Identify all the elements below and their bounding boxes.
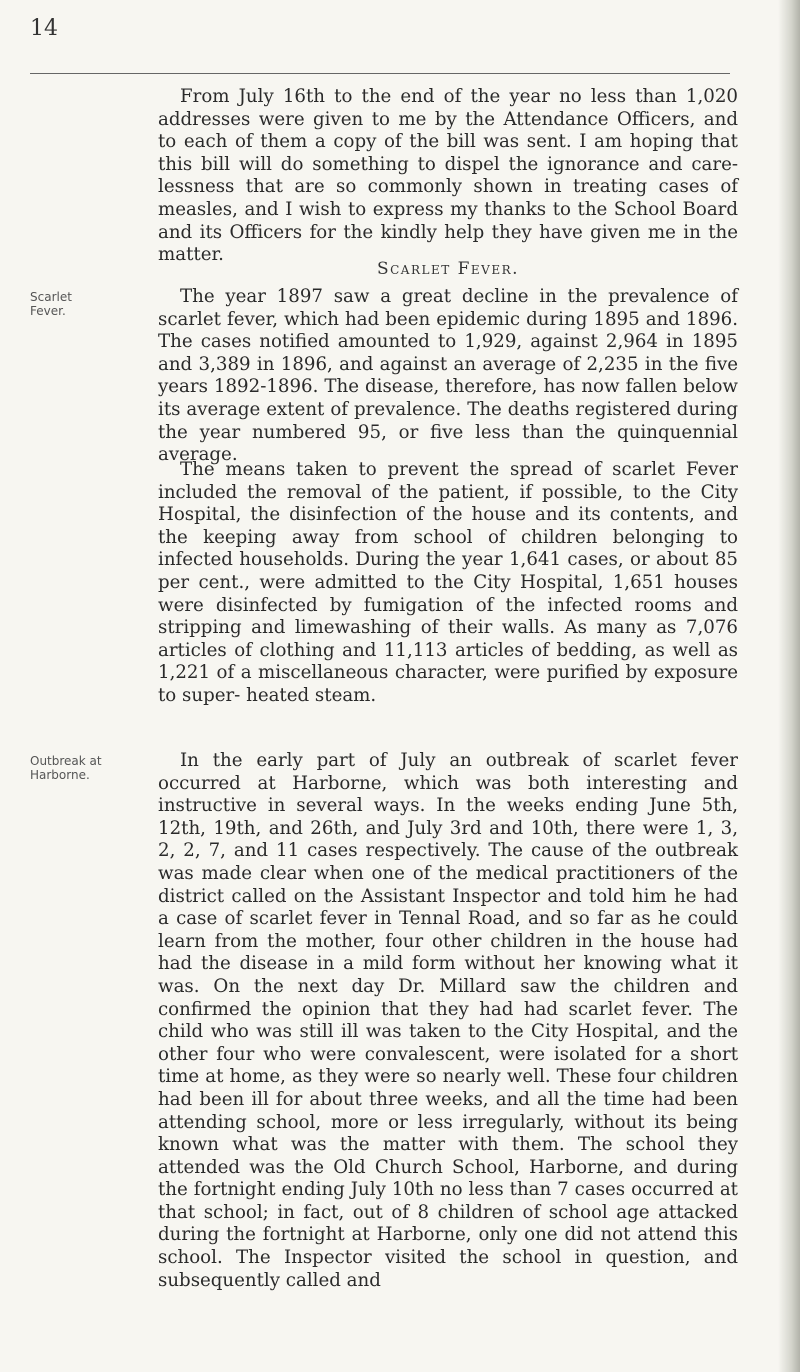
paragraph-text: The year 1897 saw a great decline in the prevalence of scarlet fever, which had been epidemic during 1895 and 1896. The cases notified amounted to 1,929, against 2,964 in 1895 and 3,389 in 1896, and against an average of 2,235 in the five years 1892-1896. The disease, therefore, has now fallen below its average extent of prevalence. The deaths registered during the year numbered 95, or five less than the quinquennial average. [158,286,738,466]
section-heading-scarlet-fever: Scarlet Fever. [376,259,520,279]
margin-note-scarlet-fever: Scarlet Fever. [30,290,72,318]
margin-note-outbreak-harborne [30,754,110,782]
margin-note-line: Harborne. [30,768,90,782]
page-number: 14 [30,16,58,41]
paragraph-prevention-measures [158,459,738,708]
paragraph-text: The means taken to prevent the spread of scarlet Fever included the removal of the patient, if possible, to the City Hospital, the disinfection of the house and its contents, and the keeping away from school of children belonging to infected households. During the year 1,641 cases, or about 85 per cent., were admitted to the City Hospital, 1,651 houses were disinfected by fumigation of the infected rooms and stripping and limewashing of their walls. As many as 7,076 articles of clothing and 11,113 articles of bedding, as well as 1,221 of a miscellaneous character, were purified by exposure to super- heated steam. [158,459,738,706]
paragraph-harborne-outbreak [158,750,738,1292]
header-rule [30,73,730,74]
paragraph-measles-bill [158,86,738,267]
paragraph-scarlet-decline [158,286,738,467]
page-edge-shadow [778,0,800,1372]
margin-note-line: Outbreak at [30,754,102,768]
paragraph-text: From July 16th to the end of the year no less than 1,020 addresses were given to me by the Attendance Officers, and to each of them a copy of the bill was sent. I am hoping that this bill will do something to dispel the ignorance and care- lessness that are so commonly shown in treating cases of measles, and I wish to express my thanks to the School Board and its Officers for the kindly help they have given me in the matter. [158,86,738,266]
paragraph-text: In the early part of July an outbreak of scarlet fever occurred at Harborne, which was both interesting and instructive in several ways. In the weeks ending June 5th, 12th, 19th, and 26th, and July 3rd and 10th, there were 1, 3, 2, 2, 7, and 11 cases respectively. The cause of the outbreak was made clear when one of the medical practitioners of the district called on the Assistant Inspector and told him he had a case of scarlet fever in Tennal Road, and so far as he could learn from the mother, four other children in the house had had the disease in a mild form without her knowing what it was. On the next day Dr. Millard saw the children and confirmed the opinion that they had had scarlet fever. The child who was still ill was taken to the City Hospital, and the other four who were convalescent, were isolated for a short time at home, as they were so nearly well. These four children had been ill for about three weeks, and all the time had been attending school, more or less irregularly, without its being known what was the matter with them. The school they attended was the Old Church School, Harborne, and during the fortnight ending July 10th no less than 7 cases occurred at that school; in fact, out of 8 children of school age attacked during the fortnight at Harborne, only one did not attend this school. The Inspector visited the school in question, and subsequently called and [158,750,738,1291]
